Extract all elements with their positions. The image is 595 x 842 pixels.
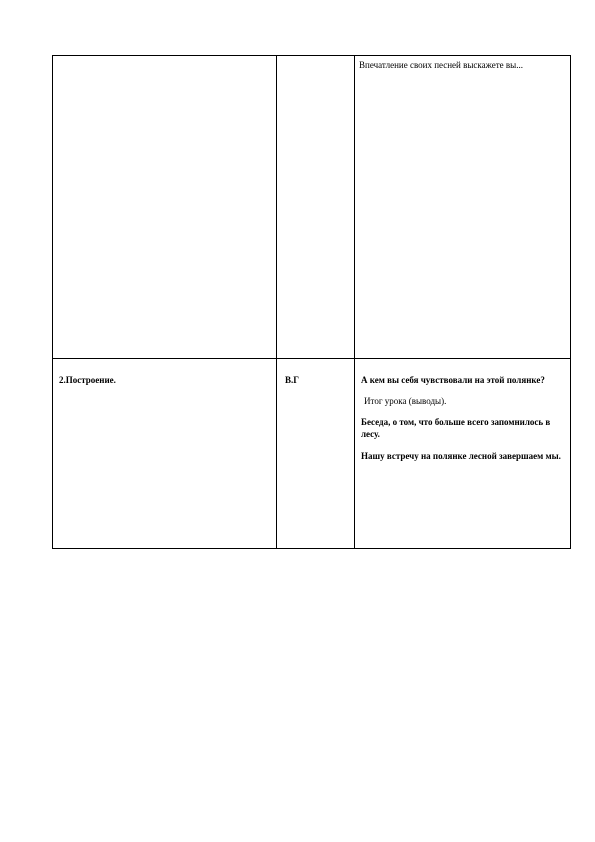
content-paragraph: А кем вы себя чувствовали на этой полянке?	[361, 375, 545, 385]
responsible-cell: В.Г	[277, 359, 355, 549]
content-paragraph: Беседа, о том, что больше всего запомнилось в лесу.	[361, 417, 551, 440]
content-paragraph: Итог урока (выводы).	[364, 396, 447, 407]
responsible-cell	[277, 56, 355, 359]
content-paragraph: Нашу встречу на полянке лесной завершаем мы.	[361, 450, 561, 461]
stage-cell: 2.Построение.	[53, 359, 277, 549]
content-paragraph: Впечатление своих песней выскажете вы...	[359, 60, 523, 70]
lesson-plan-table	[52, 55, 571, 549]
content-cell	[355, 56, 571, 359]
table-row	[53, 56, 571, 359]
table-row	[53, 359, 571, 549]
stage-cell	[53, 56, 277, 359]
content-cell	[355, 359, 571, 549]
